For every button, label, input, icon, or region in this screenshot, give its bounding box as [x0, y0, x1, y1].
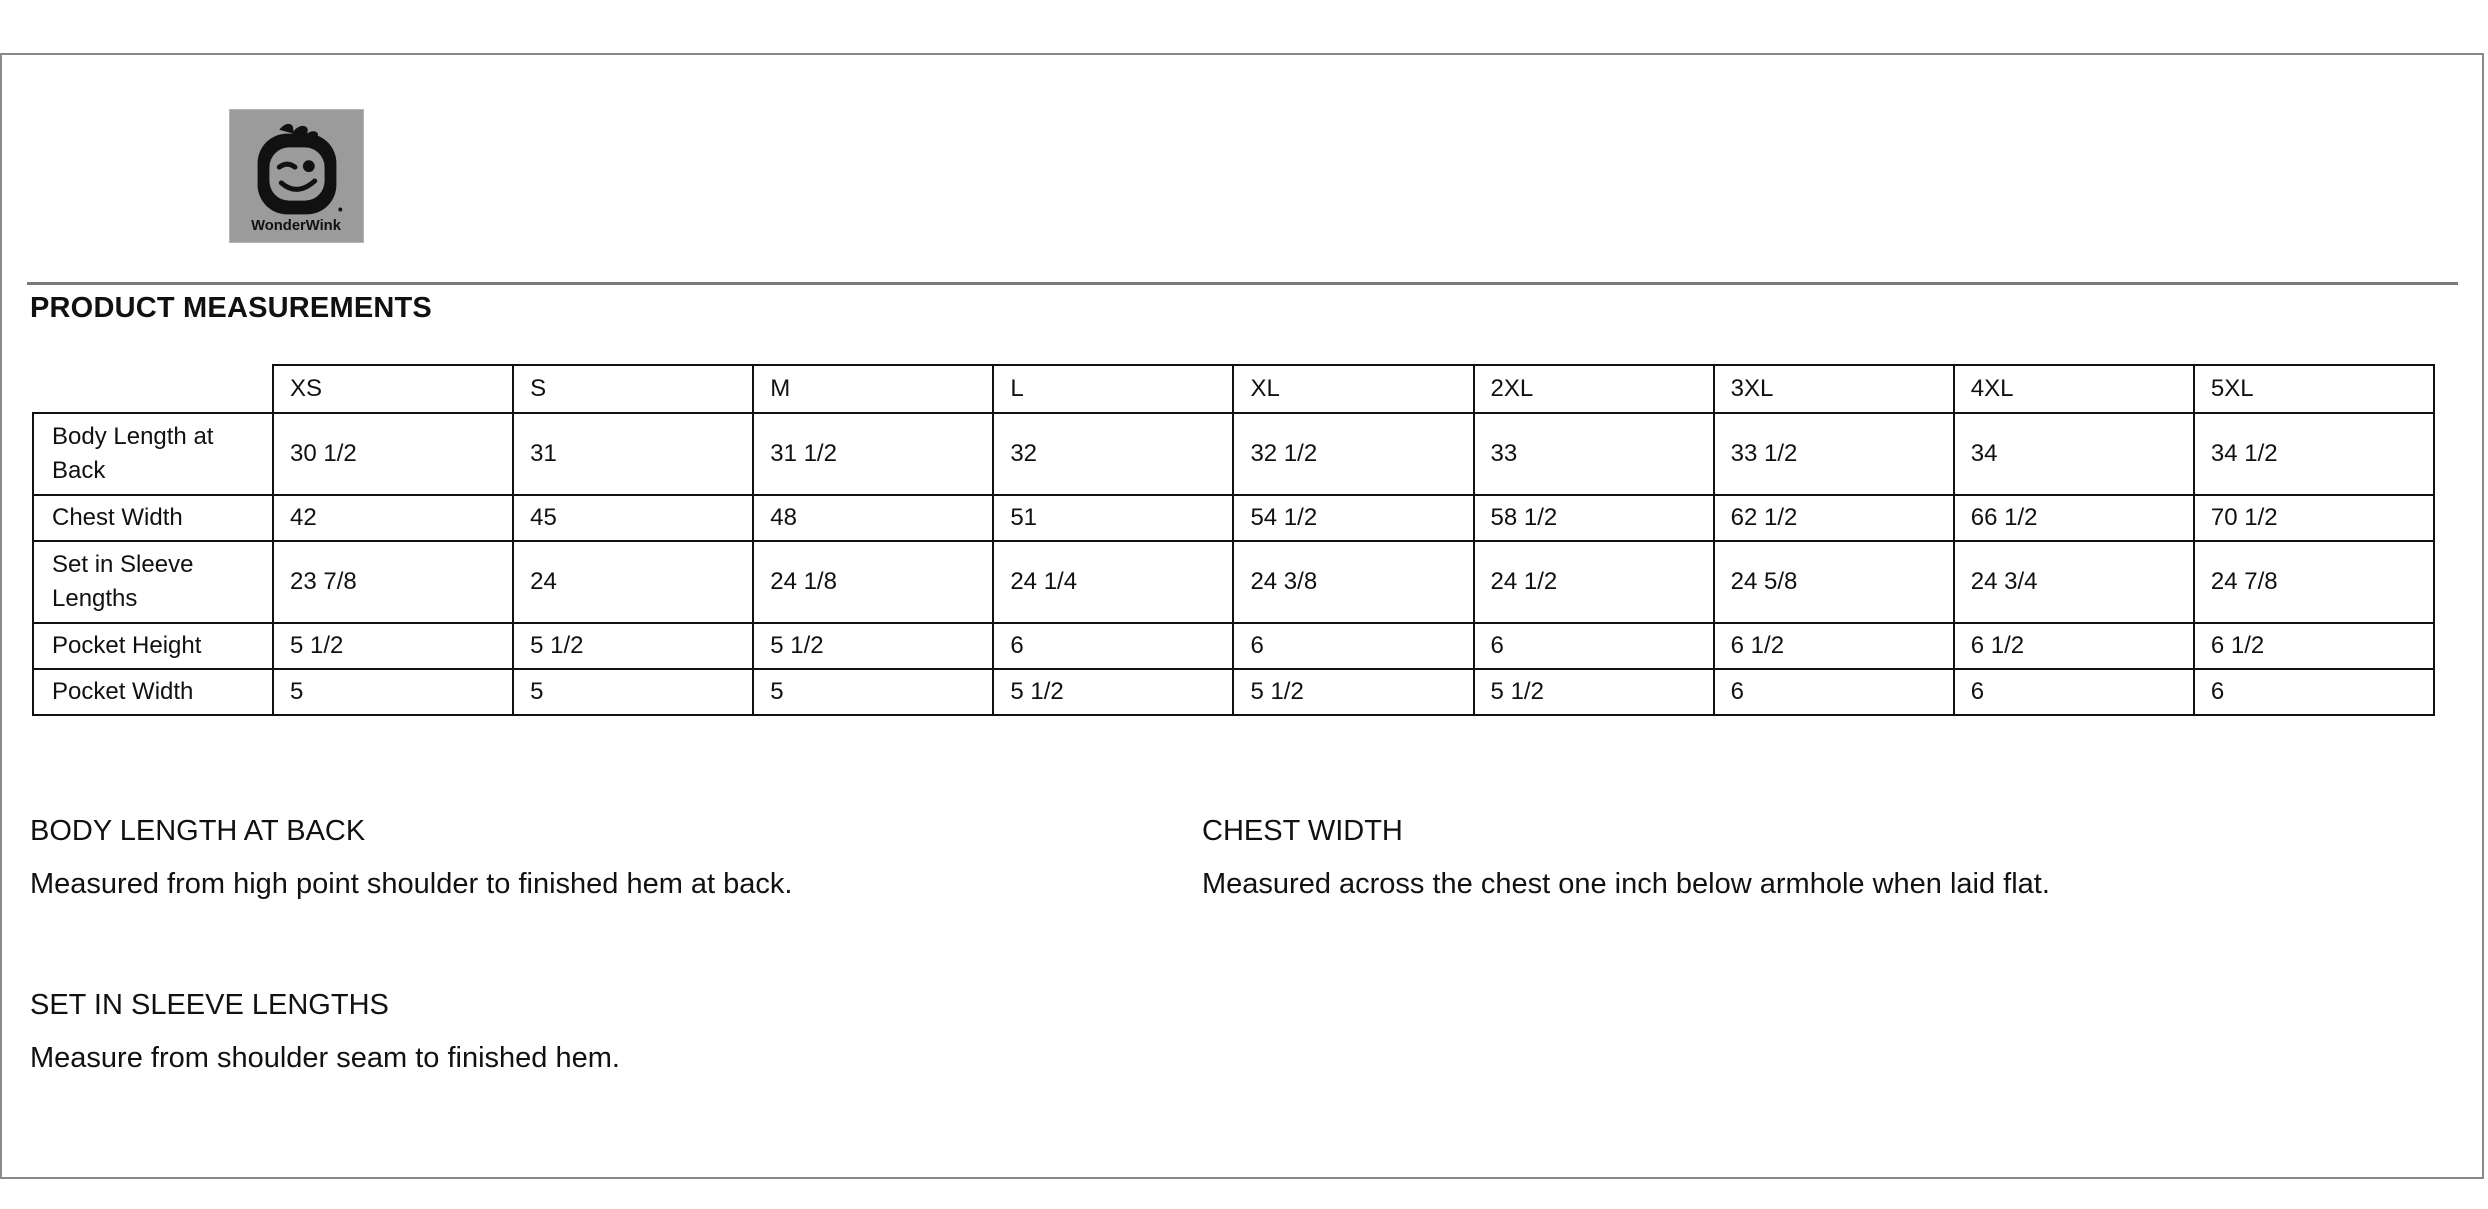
table-cell: 45: [513, 495, 753, 541]
definition-text-body-length: Measured from high point shoulder to finished hem at back.: [30, 868, 793, 900]
table-corner-cell: [33, 365, 273, 413]
table-cell: 66 1/2: [1954, 495, 2194, 541]
table-cell: 51: [993, 495, 1233, 541]
table-cell: 70 1/2: [2194, 495, 2434, 541]
table-cell: 6 1/2: [1954, 623, 2194, 669]
table-cell: 5: [513, 669, 753, 715]
size-header: XL: [1233, 365, 1473, 413]
table-row: [33, 541, 2434, 623]
table-cell: 6: [1233, 623, 1473, 669]
table-cell: 23 7/8: [273, 541, 513, 623]
table-cell: 30 1/2: [273, 413, 513, 495]
table-cell: 24 7/8: [2194, 541, 2434, 623]
table-cell: 6: [1474, 623, 1714, 669]
header-divider: [27, 282, 2458, 285]
table-cell: 34 1/2: [2194, 413, 2434, 495]
table-cell: 33 1/2: [1714, 413, 1954, 495]
table-cell: 5 1/2: [993, 669, 1233, 715]
table-cell: 54 1/2: [1233, 495, 1473, 541]
table-cell: 6: [993, 623, 1233, 669]
size-header: XS: [273, 365, 513, 413]
table-cell: 31: [513, 413, 753, 495]
table-cell: 24 5/8: [1714, 541, 1954, 623]
row-label: Set in Sleeve Lengths: [33, 541, 273, 623]
section-title: PRODUCT MEASUREMENTS: [30, 292, 432, 324]
table-cell: 24 1/8: [753, 541, 993, 623]
table-cell: 33: [1474, 413, 1714, 495]
table-cell: 5: [753, 669, 993, 715]
table-cell: 24 3/4: [1954, 541, 2194, 623]
row-label: Chest Width: [33, 495, 273, 541]
size-header: 2XL: [1474, 365, 1714, 413]
table-cell: 6 1/2: [2194, 623, 2434, 669]
table-cell: 6: [1954, 669, 2194, 715]
definition-title-sleeve-length: SET IN SLEEVE LENGTHS: [30, 989, 389, 1021]
row-label: Pocket Height: [33, 623, 273, 669]
table-cell: 5 1/2: [753, 623, 993, 669]
table-cell: 6: [2194, 669, 2434, 715]
table-row: [33, 623, 2434, 669]
definition-text-chest-width: Measured across the chest one inch below armhole when laid flat.: [1202, 868, 2050, 900]
table-cell: 31 1/2: [753, 413, 993, 495]
table-cell: 5 1/2: [273, 623, 513, 669]
svg-text:WonderWink: WonderWink: [251, 218, 341, 235]
table-cell: 42: [273, 495, 513, 541]
table-cell: 24: [513, 541, 753, 623]
table-cell: 24 1/4: [993, 541, 1233, 623]
table-cell: 5 1/2: [1474, 669, 1714, 715]
table-cell: 58 1/2: [1474, 495, 1714, 541]
definition-title-chest-width: CHEST WIDTH: [1202, 815, 1403, 847]
winking-face-icon: [230, 110, 363, 242]
table-row: [33, 495, 2434, 541]
table-cell: 32 1/2: [1233, 413, 1473, 495]
definition-title-body-length: BODY LENGTH AT BACK: [30, 815, 366, 847]
table-cell: 5 1/2: [513, 623, 753, 669]
size-header: L: [993, 365, 1233, 413]
table-cell: 48: [753, 495, 993, 541]
table-row: [33, 413, 2434, 495]
size-header: 5XL: [2194, 365, 2434, 413]
table-cell: 6 1/2: [1714, 623, 1954, 669]
table-cell: 5 1/2: [1233, 669, 1473, 715]
definition-text-sleeve-length: Measure from shoulder seam to finished hem.: [30, 1042, 620, 1074]
row-label: Pocket Width: [33, 669, 273, 715]
measurements-table: [32, 364, 2435, 716]
table-cell: 5: [273, 669, 513, 715]
table-cell: 6: [1714, 669, 1954, 715]
size-header: 3XL: [1714, 365, 1954, 413]
brand-logo: [229, 109, 364, 243]
size-header: M: [753, 365, 993, 413]
table-header-row: [33, 365, 2434, 413]
table-cell: 34: [1954, 413, 2194, 495]
table-row: [33, 669, 2434, 715]
size-header: 4XL: [1954, 365, 2194, 413]
table-cell: 62 1/2: [1714, 495, 1954, 541]
table-cell: 32: [993, 413, 1233, 495]
size-header: S: [513, 365, 753, 413]
row-label: Body Length at Back: [33, 413, 273, 495]
table-cell: 24 3/8: [1233, 541, 1473, 623]
table-cell: 24 1/2: [1474, 541, 1714, 623]
